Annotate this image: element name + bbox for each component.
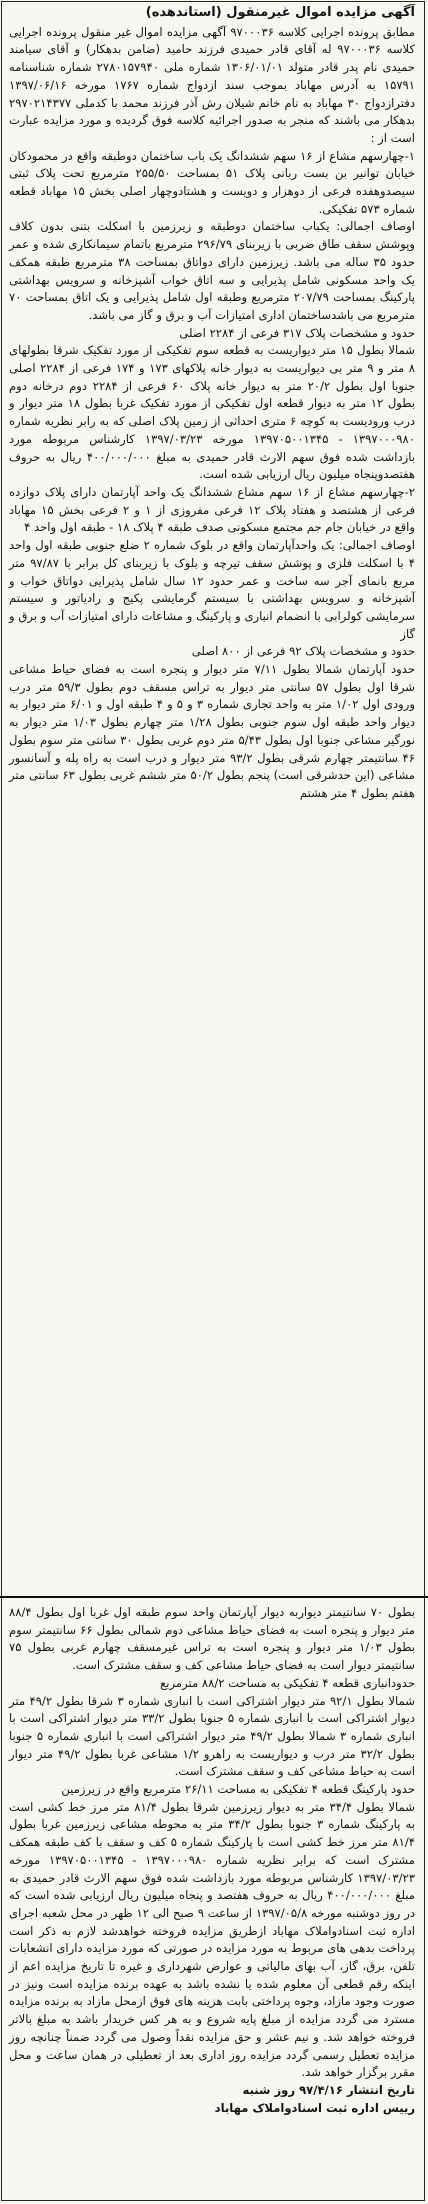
item-1-boundaries: شمالا بطول ۱۵ متر دیواریست به قطعه سوم تفکیکی از مورد تفکیک شرقا بطولهای ۸ متر و ۹ متر بی دیواریست به دیوار خانه پلاکهای ۱۷۳ و ۱۷۴ فرعی از ۲۲۸۴ اصلی جنوبا اول بطول ۲۰/۲ متر به دیوار خانه پلاک ۶۰ فرعی از ۲۲۸۴ دوم درخانه دوم بطول ۱۲ متر به دیوار قطعه اول تفکیکی از مورد تفکیک غربا بطول ۱۸ متر دیوار و درب ورودیست به کوچه ۶ متری احداثی از زمین پلاک اصلی که به رابر نظریه شماره ۱۳۹۷۰۰۰۹۸۰ - ۱۳۹۷۰۵۰۰۱۳۴۵ مورخه ۱۳۹۷/۰۳/۲۳ کارشناس مربوطه مورد بازداشت شده فوق سهم الارث قادر حمیدی به مبلغ ۴۰۰/۰۰۰/۰۰۰ ریال به حروف هفتصدوپنجاه میلیون ریال ارزیابی شده است. bbox=[9, 343, 416, 482]
notice-column-top bbox=[3, 4, 421, 1594]
notice-column-bottom bbox=[3, 1604, 421, 2200]
storage-heading: حدودانباری قطعه ۴ تفکیکی به مساحت ۸۸/۲ مترمربع bbox=[160, 1675, 415, 1690]
column-divider bbox=[0, 1596, 428, 1598]
apartment-boundaries-continued: بطول ۷۰ سانتیمتر دیواربه دیوار آپارتمان واحد سوم طبقه اول غربا اول بطول ۸۸/۴ متر دیوار و پنجره است به فضای حیاط مشاعی دوم شمالی بطول ۶۶ سانتیمتر سوم بطول ۱/۰۳ متر دیوار و پنجره است به تراس غیرمسقف چهارم غربی بطول ۷۵ سانتیمتر دیوار است به فضای حیاط مشاعی کف و سقف مشترک است. bbox=[9, 1605, 416, 1673]
parking-and-auction-terms: شمالا بطول ۳۴/۴ متر به دیوار زیرزمین شرقا بطول ۸۱/۴ متر مرز خط کشی است به پارکینگ شماره ۳ جنوبا بطول ۳۴/۲ متر به محوطه مشاعی زیرزمین غربا بطول ۸۱/۴ متر مرز خط کشی است با پارکینگ شماره ۵ کف و سقف با کف طبقه همکف مشترک است که برابر نظریه شماره ۱۳۹۷۰۰۰۹۸۰ - ۱۳۹۷۰۵۰۰۱۳۴۵ مورخه ۱۳۹۷/۰۳/۲۳ کارشناس مربوطه مورد بازداشت شده فوق سهم الارث قادر حمیدی به مبلغ ۴۰۰/۰۰۰/۰۰۰ ریال به حروف هفتصد و پنجاه میلیون ریال ارزیابی شده است که در روز دوشنبه مورخه ۱۳۹۷/۰۵/۸ از ساعت ۹ صبح الی ۱۲ ظهر در محل شعبه اجرای اداره ثبت اسنادواملاک مهاباد ازطریق مزایده فروخته خواهدشد لازم به ذکر است پرداخت بدهی های مربوط به مورد مزایده در صورتی که مورد مزایده دارای انشعابات تلفن، برق، گاز، آب بهای مالیاتی و عوارض شهرداری و غیره تا تاریخ مزایده اعم از اینکه رقم قطعی آن معلوم شده یا نشده باشد به عهده برنده مزایده است ونیز در صورت وجود مازاد، وجوه پرداختی بابت هزینه های فوق ازمحل مازاد به برنده مزایده مسترد می گردد مزایده از مبلغ پایه شروع و به هر کس خریدار باشد به مبلغ بالاتر فروخته خواهد شد. و نیم عشر و حق مزایده نقداً وصول می گردد ضمناً چنانچه روز مزایده تعطیل رسمی گردد مزایده روز اداری بعد از تعطیلی در همان ساعت و محل مقرر برگزار خواهد شد. bbox=[9, 1799, 415, 2080]
item-2-boundaries-heading: حدود و مشخصات پلاک ۹۲ فرعی از ۸۰۰ اصلی bbox=[191, 644, 415, 659]
publication-date: تاریخ انتشار ۹۷/۴/۱۶ روز شنبه bbox=[242, 2082, 415, 2097]
item-1-boundaries-heading: حدود و مشخصات پلاک ۳۱۷ فرعی از ۲۲۸۴ اصلی bbox=[179, 325, 415, 340]
item-2-boundaries: حدود آپارتمان شمالا بطول ۷/۱۱ متر دیوار و پنجره است به فضای حیاط مشاعی شرقا اول بطول ۵۷ سانتی متر دیوار به تراس مسقف دوم بطول ۵۹/۳ متر درب ورودی اول ۱/۰۲ متر به واحد تجاری شماره ۳ و ۵ و ۴ طبقه اول و ۶/۰۱ متر دیوار به دیوار واحد طبقه اول سوم جنوبی بطول ۱/۲۸ متر چهارم بطول ۱/۰۳ متر دیوار به نورگیر مشاعی جنوبا اول بطول ۵/۴۳ متر دوم غربی بطول ۳۰ سانتی متر سوم بطول ۴۶ سانتیمتر چهارم شرقی بطول ۹۳/۲ متر دیوار و درب است به راه پله و آسانسور مشاعی (این حدشرقی است) پنجم بطول ۵۰/۲ متر ششم غربی بطول ۶۳ سانتی متر هفتم بطول ۴ متر هشتم bbox=[9, 662, 416, 800]
item-1-description: ۱-چهارسهم مشاع از ۱۶ سهم ششدانگ یک باب ساختمان دوطبقه واقع در محمودکان خیابان توانیر بن بست ربانی پلاک ۵۱ بمساحت ۲۵۵/۵۰ مترمربع تحت پلاک ثبتی سیصدوهفده فرعی از دوهزار و دویست و هشتادوچهار اصلی بخش ۱۵ مهاباد قطعه شماره ۵۷۳ تفکیکی. bbox=[9, 148, 416, 216]
item-2-summary: اوصاف اجمالی: یک واحدآپارتمان واقع در بلوک شماره ۲ ضلع جنوبی طبقه اول واحد ۴ با اسکلت فلزی و پوشش سقف تیرچه و بلوک با زیربنای کل برابر با ۹۷/۸۷ متر مربع بانمای آجر سه ساخت و عمر حدود ۱۲ سال شامل پذیرایی دواتاق خواب و آشپزخانه و سرویس بهداشتی با سیستم گرمایشی پکیج و رادیاتور و سیستم سرمایشی کولرابی با انضمام انباری و پارکینگ و مشاعات دارای امتیازات آب و برق و گاز bbox=[9, 538, 416, 641]
parking-heading: حدود پارکینگ قطعه ۴ تفکیکی به مساحت ۲۶/۱۱ مترمربع واقع در زیرزمین bbox=[61, 1782, 415, 1797]
storage-boundaries: شمالا بطول ۹۲/۱ متر دیوار اشتراکی است با انباری شماره ۳ شرقا بطول ۴۹/۲ متر دیوار اشتراکی است با انباری شماره ۵ جنوبا بطول ۳۳/۲ متر دیوار اشتراکی است با انباری شماره ۳ شمالا بطول ۴۹/۲ متر دیوار اشتراکی است با انباری شماره ۵ جنوبا بطول ۳۲/۲ متر درب و دیواریست به راهرو ۱/۲ مشاعی غربا بطول ۴۹/۲ متر دیوار است به حیاط مشاعی کف و سقف مشترک است. bbox=[9, 1693, 415, 1779]
notice-title: آگهی مزایده اموال غیرمنقول (استاندهده) bbox=[145, 5, 415, 20]
item-1-summary: اوصاف اجمالی: یکباب ساختمان دوطبقه و زیرزمین با اسکلت بتنی بدون کلاف وپوشش سقف طاق ضربی با زیربنای ۲۹۶/۷۹ مترمربع باتمام سیمانکاری شده و عمر حدود ۳۵ ساله می باشد. زیرزمین دارای دواتاق بمساحت ۳۸ مترمربع طبقه همکف یک واحد مسکونی شامل پذیرایی و سه اتاق خواب آشپزخانه و سرویس بهداشتی پارکینگ بمساحت ۲۰۷/۷۹ مترمربع وطبقه اول شامل پذیرایی و یک اتاق بمساحت ۷۰ مترمربع می باشدساختمان اداری امتیازات آب و برق و گاز می باشد. bbox=[9, 219, 415, 322]
signature-line: رییس اداره ثبت اسنادواملاک مهاباد bbox=[214, 2100, 415, 2115]
item-2-description: ۲-چهارسهم مشاع از ۱۶ سهم مشاع ششدانگ یک واحد آپارتمان دارای پلاک دوازده فرعی از هشتصد و هفتاد پلاک ۱۲ فرعی مفروزی از ۱ و ۲ فرعی بخش ۱۵ مهاباد واقع در خیابان جام جم مجتمع مسکونی صدف طبقه ۴ پلاک ۱۸ - طبقه اول واحد ۴ bbox=[9, 484, 416, 535]
notice-intro-paragraph: مطابق پرونده اجرایی کلاسه ۹۷۰۰۰۳۶ آگهی مزایده اموال غیر منقول پرونده اجرایی کلاسه ۹۷۰۰۰۳۶ له آقای قادر حمیدی فرزند حامید (ضامن بدهکار) و آقای سیامند حمیدی نام پدر قادر متولد ۱۳۰۶/۰۱/۰۱ شماره ملی ۲۷۸۰۱۵۷۹۴۰ شماره شناسنامه ۱۵۷۹۱ به آدرس مهاباد بموجب سند ازدواج شماره ۱۷۶۷ مورخه ۱۳۹۷/۰۶/۱۶ دفترازدواج ۳۰ مهاباد به نام خانم شیلان رش آذر فرزند محمد با کدملی ۲۹۷۰۲۱۴۳۷۷ بدهکار می باشند که منجر به صدور اجرائیه کلاسه فوق گردیده و مورد مزایده عبارت است از : bbox=[9, 24, 416, 145]
